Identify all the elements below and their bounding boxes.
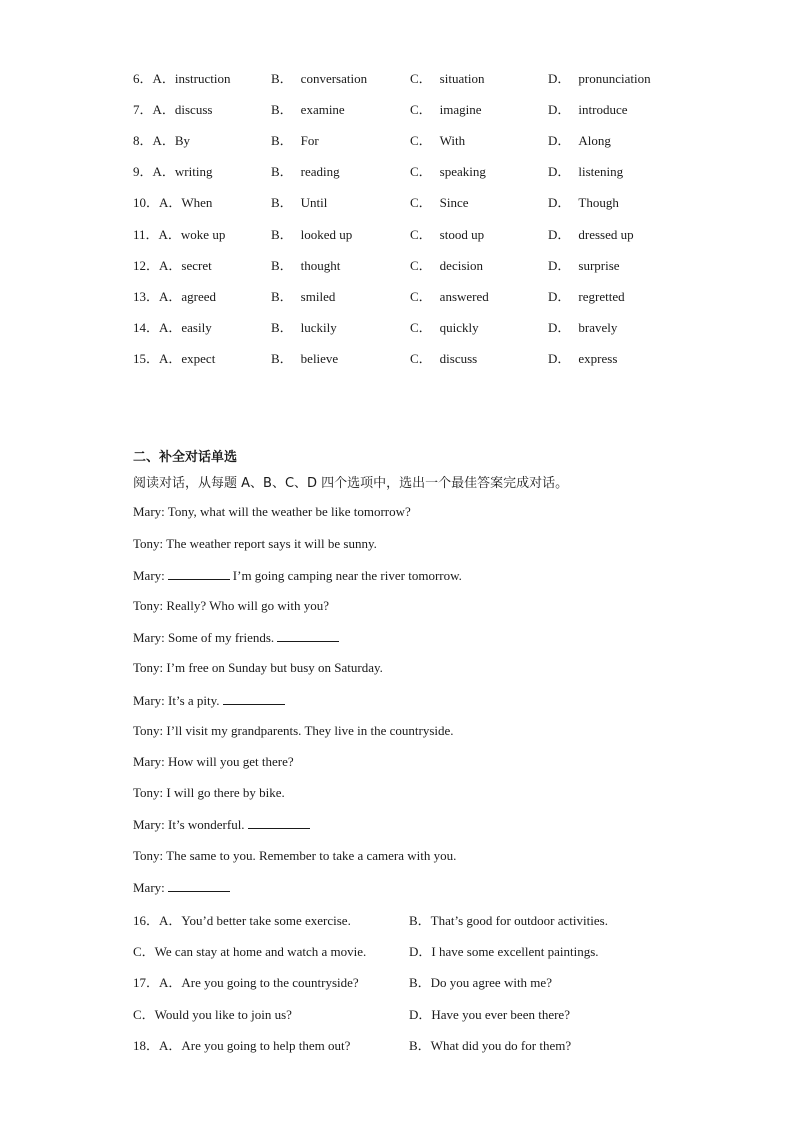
dialogue-text: Mary: Some of my friends. xyxy=(133,630,275,645)
option-text: discuss xyxy=(174,102,213,117)
option-c xyxy=(410,224,484,243)
dialogue-text: Mary: Tony, what will the weather be like tomorrow? xyxy=(133,504,411,519)
option-text: dressed up xyxy=(578,227,634,242)
dialogue-text: Tony: The same to you. Remember to take a camera with you. xyxy=(133,848,457,863)
dialogue-line xyxy=(133,536,377,552)
dialogue-line xyxy=(133,816,313,833)
dialogue-text: Tony: I will go there by bike. xyxy=(133,785,285,800)
option-c xyxy=(410,68,484,87)
option-letter: C． xyxy=(410,102,432,117)
option-text: conversation xyxy=(300,71,368,86)
option-text: C．We can stay at home and watch a movie. xyxy=(133,944,367,959)
option-text: 16．A．You’d better take some exercise. xyxy=(133,913,351,928)
option-text: With xyxy=(439,133,466,148)
option-letter: B． xyxy=(271,227,293,242)
option-b xyxy=(271,130,319,149)
option-letter: C． xyxy=(410,258,432,273)
option-d xyxy=(548,348,617,367)
option-a xyxy=(133,317,212,336)
option-letter: B． xyxy=(271,320,293,335)
option-letter: C． xyxy=(410,71,432,86)
option-letter: C． xyxy=(410,320,432,335)
dialogue-line xyxy=(133,629,342,646)
option-a xyxy=(133,68,231,87)
option-c xyxy=(410,255,483,274)
option-text: B．That’s good for outdoor activities. xyxy=(409,913,608,928)
dialogue-text: Tony: Really? Who will go with you? xyxy=(133,598,329,613)
option-letter: D． xyxy=(548,102,571,117)
question-number: 6．A． xyxy=(133,71,175,86)
option-letter: B． xyxy=(271,133,293,148)
option-text: instruction xyxy=(174,71,231,86)
option-c xyxy=(410,348,477,367)
option-b xyxy=(271,99,345,118)
option-letter: D． xyxy=(548,71,571,86)
answer-blank xyxy=(223,692,285,705)
option-text: By xyxy=(174,133,191,148)
option-letter: C． xyxy=(410,227,432,242)
option-b xyxy=(271,348,338,367)
option-text: Since xyxy=(439,195,469,210)
dialogue-text: Mary: How will you get there? xyxy=(133,754,294,769)
option-b xyxy=(271,255,340,274)
dialogue-line xyxy=(133,848,456,864)
option-letter: B． xyxy=(271,351,293,366)
option-letter: B． xyxy=(271,258,293,273)
dialogue-line xyxy=(133,879,233,896)
option-text: D．I have some excellent paintings. xyxy=(409,944,599,959)
option-text: smiled xyxy=(300,289,336,304)
question-number: 11．A． xyxy=(133,227,181,242)
option-text: stood up xyxy=(439,227,485,242)
option-text: D．Have you ever been there? xyxy=(409,1007,570,1022)
dialogue-line xyxy=(133,598,329,614)
question-number: 8．A． xyxy=(133,133,175,148)
option-b xyxy=(271,224,352,243)
option-a xyxy=(133,255,212,274)
option-d xyxy=(548,161,623,180)
question-row-14 xyxy=(133,317,693,337)
option-c xyxy=(410,99,482,118)
option-letter: C． xyxy=(410,133,432,148)
dialogue-line xyxy=(133,785,285,801)
option-b xyxy=(271,161,340,180)
option-letter: B． xyxy=(271,164,293,179)
option-d xyxy=(548,255,620,274)
dialogue-text: Tony: The weather report says it will be sunny. xyxy=(133,536,377,551)
option-letter: D． xyxy=(548,227,571,242)
option-text: surprise xyxy=(578,258,620,273)
option-text: discuss xyxy=(439,351,478,366)
option-c xyxy=(410,130,465,149)
option-letter: C． xyxy=(410,195,432,210)
question-row-6 xyxy=(133,68,693,88)
dialogue-text: Tony: I’m free on Sunday but busy on Saturday. xyxy=(133,660,383,675)
dialogue-line xyxy=(133,567,462,584)
dialogue-text: Tony: I’ll visit my grandparents. They live in the countryside. xyxy=(133,723,454,738)
dialogue-text: Mary: It’s wonderful. xyxy=(133,817,245,832)
option-d xyxy=(548,224,634,243)
option-d xyxy=(548,68,651,87)
dialogue-line xyxy=(133,504,411,520)
option-letter: D． xyxy=(548,195,571,210)
option-text: B．Do you agree with me? xyxy=(409,975,552,990)
option-text: 18．A．Are you going to help them out? xyxy=(133,1038,351,1053)
option-letter: C． xyxy=(410,351,432,366)
dialogue-text: Mary: xyxy=(133,880,165,895)
question-row-7 xyxy=(133,99,693,119)
option-text: looked up xyxy=(300,227,353,242)
option-text: express xyxy=(578,351,618,366)
option-text: pronunciation xyxy=(578,71,651,86)
option-text: When xyxy=(181,195,213,210)
option-text: answered xyxy=(439,289,489,304)
option-c xyxy=(410,317,479,336)
option-text: examine xyxy=(300,102,345,117)
option-c xyxy=(410,192,469,211)
option-letter: B． xyxy=(271,195,293,210)
question-number: 10．A． xyxy=(133,195,182,210)
option-text: luckily xyxy=(300,320,337,335)
option-text: Until xyxy=(300,195,328,210)
option-letter: D． xyxy=(548,258,571,273)
option-text: listening xyxy=(578,164,624,179)
dialogue-line xyxy=(133,723,454,739)
answer-blank xyxy=(277,629,339,642)
question-number: 15．A． xyxy=(133,351,182,366)
option-d xyxy=(548,99,627,118)
option-text: regretted xyxy=(578,289,625,304)
option-text: agreed xyxy=(181,289,217,304)
option-text: bravely xyxy=(578,320,618,335)
option-text: believe xyxy=(300,351,339,366)
option-text: B．What did you do for them? xyxy=(409,1038,572,1053)
option-d xyxy=(548,317,617,336)
answer-blank xyxy=(168,567,230,580)
option-a xyxy=(133,130,190,149)
section-instruction: 阅读对话，从每题 A、B、C、D 四个选项中，选出一个最佳答案完成对话。 xyxy=(133,476,569,491)
option-text: Though xyxy=(578,195,619,210)
option-letter: B． xyxy=(271,102,293,117)
dialogue-text: Mary: It’s a pity. xyxy=(133,693,220,708)
dialogue-line xyxy=(133,692,288,709)
option-letter: B． xyxy=(271,71,293,86)
question-number: 12．A． xyxy=(133,258,182,273)
option-text: situation xyxy=(439,71,485,86)
dialogue-text: I’m going camping near the river tomorrow. xyxy=(232,568,462,583)
option-letter: D． xyxy=(548,351,571,366)
option-b xyxy=(271,192,327,211)
question-number: 7．A． xyxy=(133,102,175,117)
question-number: 13．A． xyxy=(133,289,182,304)
option-text: writing xyxy=(174,164,213,179)
answer-blank xyxy=(168,879,230,892)
question-row-15 xyxy=(133,348,693,368)
option-a xyxy=(133,286,216,305)
option-d xyxy=(548,130,611,149)
option-text: reading xyxy=(300,164,340,179)
option-a xyxy=(133,99,212,118)
option-text: C．Would you like to join us? xyxy=(133,1007,292,1022)
option-text: thought xyxy=(300,258,341,273)
option-text: speaking xyxy=(439,164,486,179)
option-text: 17．A．Are you going to the countryside? xyxy=(133,975,359,990)
question-number: 14．A． xyxy=(133,320,182,335)
option-letter: B． xyxy=(271,289,293,304)
option-b xyxy=(271,286,335,305)
option-text: imagine xyxy=(439,102,482,117)
option-text: quickly xyxy=(439,320,479,335)
dialogue-text: Mary: xyxy=(133,568,165,583)
option-letter: D． xyxy=(548,133,571,148)
option-a xyxy=(133,161,212,180)
option-text: secret xyxy=(181,258,212,273)
option-letter: C． xyxy=(410,164,432,179)
question-row-9 xyxy=(133,161,693,181)
option-text: Along xyxy=(578,133,611,148)
question-row-13 xyxy=(133,286,693,306)
option-letter: D． xyxy=(548,289,571,304)
option-b xyxy=(271,317,337,336)
option-c xyxy=(410,286,489,305)
option-text: expect xyxy=(181,351,216,366)
option-a xyxy=(133,224,225,243)
question-number: 9．A． xyxy=(133,164,175,179)
dialogue-line xyxy=(133,660,383,676)
question-row-8 xyxy=(133,130,693,150)
question-row-11 xyxy=(133,224,693,244)
option-a xyxy=(133,192,212,211)
question-row-10 xyxy=(133,192,693,212)
question-row-12 xyxy=(133,255,693,275)
option-text: easily xyxy=(181,320,212,335)
option-d xyxy=(548,192,619,211)
option-text: woke up xyxy=(180,227,226,242)
section-heading: 二、补全对话单选 xyxy=(133,450,238,465)
option-letter: C． xyxy=(410,289,432,304)
option-d xyxy=(548,286,625,305)
option-text: introduce xyxy=(578,102,628,117)
option-b xyxy=(271,68,367,87)
option-letter: D． xyxy=(548,164,571,179)
option-letter: D． xyxy=(548,320,571,335)
option-a xyxy=(133,348,215,367)
answer-blank xyxy=(248,816,310,829)
option-text: For xyxy=(300,133,319,148)
option-c xyxy=(410,161,486,180)
option-text: decision xyxy=(439,258,483,273)
dialogue-line xyxy=(133,754,294,770)
